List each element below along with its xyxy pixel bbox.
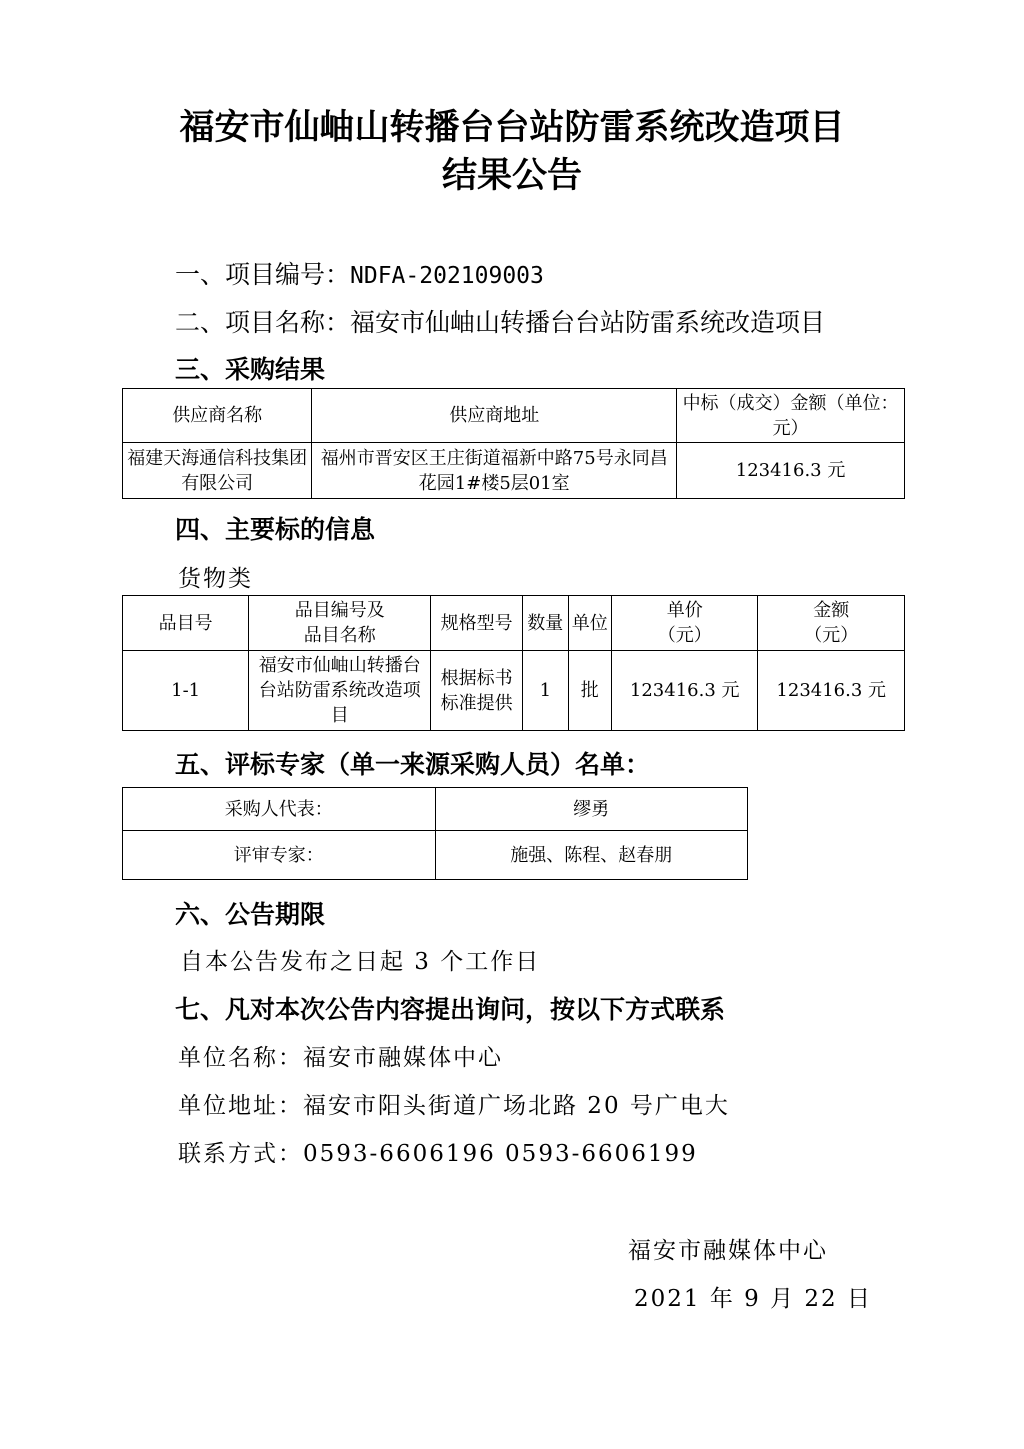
- item-qty: 1: [523, 651, 568, 731]
- header-supplier-address: 供应商地址: [312, 389, 677, 443]
- table-row: [123, 443, 905, 499]
- supplier-address: 福州市晋安区王庄街道福新中路75号永同昌花园1#楼5层01室: [312, 443, 677, 499]
- header-item-no: 品目号: [123, 596, 249, 651]
- supplier-name: 福建天海通信科技集团有限公司: [123, 443, 312, 499]
- contact-phone: 联系方式：0593-6606196 0593-6606199: [178, 1141, 698, 1167]
- purchaser-rep-value: 缪勇: [435, 788, 748, 831]
- item-unit-price: 123416.3 元: [611, 651, 757, 731]
- project-name: [175, 303, 825, 339]
- header-amount: 中标（成交）金额（单位：元）: [677, 389, 905, 443]
- header-item-name-line1: 品目编号及: [294, 600, 385, 621]
- section5-heading: 五、评标专家（单一来源采购人员）名单：: [175, 750, 651, 779]
- section7-heading: 七、凡对本次公告内容提出询问，按以下方式联系: [175, 995, 726, 1024]
- header-item-name: [249, 596, 431, 651]
- project-name-label: 二、项目名称：: [175, 308, 351, 337]
- document-title-line1: 福安市仙岫山转播台台站防雷系统改造项目: [179, 108, 845, 148]
- item-unit: 批: [568, 651, 611, 731]
- document-title-line2: 结果公告: [441, 156, 582, 196]
- signature-date: 2021 年 9 月 22 日: [634, 1286, 872, 1312]
- review-experts-value: 施强、陈程、赵春朋: [435, 831, 748, 880]
- project-name-value: 福安市仙岫山转播台台站防雷系统改造项目: [350, 308, 826, 337]
- header-unit-price-line1: 单价: [666, 600, 703, 621]
- header-total-line2: （元）: [804, 625, 859, 646]
- purchaser-rep-label: 采购人代表：: [123, 788, 436, 831]
- table-row: [123, 788, 748, 831]
- procurement-result-table: [122, 388, 905, 499]
- project-number-label: 一、项目编号：: [175, 260, 351, 289]
- contact-unit-address: 单位地址：福安市阳头街道广场北路 20 号广电大: [178, 1093, 730, 1119]
- main-item-table: [122, 595, 905, 731]
- table-header-row: [123, 389, 905, 443]
- goods-category: 货物类: [178, 566, 253, 592]
- item-total: 123416.3 元: [758, 651, 905, 731]
- header-supplier-name: 供应商名称: [123, 389, 312, 443]
- notice-period-text: 自本公告发布之日起 3 个工作日: [180, 949, 541, 975]
- section4-heading: 四、主要标的信息: [175, 515, 376, 544]
- expert-table: [122, 787, 748, 880]
- header-total: [758, 596, 905, 651]
- bid-amount: 123416.3 元: [677, 443, 905, 499]
- header-qty: 数量: [523, 596, 568, 651]
- review-experts-label: 评审专家：: [123, 831, 436, 880]
- table-row: [123, 651, 905, 731]
- section3-heading: 三、采购结果: [175, 355, 326, 384]
- contact-unit-name: 单位名称：福安市融媒体中心: [178, 1045, 503, 1071]
- table-header-row: [123, 596, 905, 651]
- item-name: 福安市仙岫山转播台台站防雷系统改造项目: [249, 651, 431, 731]
- table-row: [123, 831, 748, 880]
- project-number-value: NDFA-202109003: [350, 263, 544, 289]
- project-number: [175, 255, 544, 291]
- header-total-line1: 金额: [813, 600, 850, 621]
- signature-org: 福安市融媒体中心: [628, 1238, 828, 1264]
- header-spec: 规格型号: [431, 596, 523, 651]
- header-unit-price: [611, 596, 757, 651]
- header-unit-price-line2: （元）: [657, 625, 712, 646]
- item-no: 1-1: [123, 651, 249, 731]
- header-unit: 单位: [568, 596, 611, 651]
- section6-heading: 六、公告期限: [175, 900, 326, 929]
- item-spec: 根据标书标准提供: [431, 651, 523, 731]
- header-item-name-line2: 品目名称: [303, 625, 376, 646]
